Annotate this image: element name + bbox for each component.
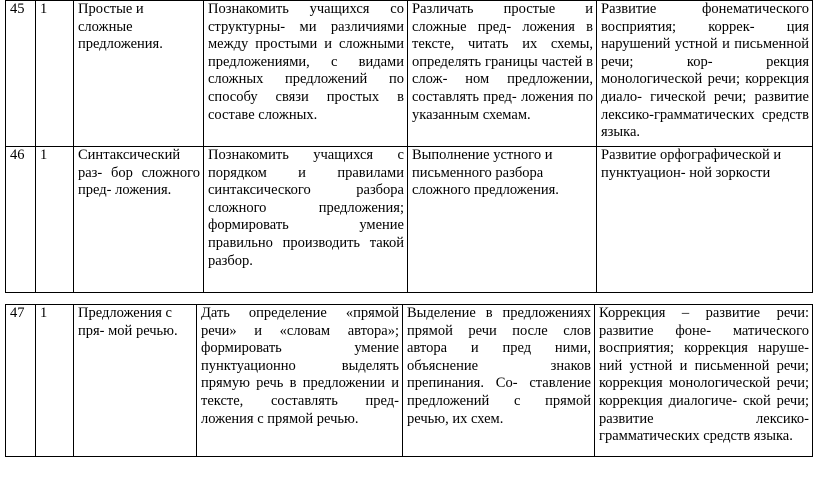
table-row bbox=[6, 1, 813, 147]
correction-work: Развитие фонематического восприятия; коррек- ция нарушений устной и письменной речи; кор- рекция монологической речи; коррекция диало- гической речи; развитие лексико-грамматических средств языка. bbox=[597, 1, 813, 147]
lesson-plan-table-1 bbox=[5, 0, 813, 293]
lesson-topic: Предложения с пря- мой речью. bbox=[74, 305, 197, 457]
lesson-goals: Познакомить учащихся с порядком и правилами синтаксического разбора сложного предложения; формировать умение правильно производить такой разбор. bbox=[204, 147, 408, 293]
lesson-goals: Познакомить учащихся со структурны- ми различиями между простыми и сложными предложениями, с видами сложных предложений по способу связи простых в составе сложных. bbox=[204, 1, 408, 147]
lesson-goals: Дать определение «прямой речи» и «словам автора»; формировать умение пунктуационно выделять прямую речь в предложении и тексте, составлять пред- ложения с прямой речью. bbox=[197, 305, 403, 457]
lesson-number: 45 bbox=[6, 1, 36, 147]
correction-work: Коррекция – развитие речи: развитие фоне- матического восприятия; коррекция наруше- ний устной и письменной речи; коррекция монологической речи; коррекция диалогиче- ской речи; развитие лексико-грамматических средств языка. bbox=[595, 305, 813, 457]
lesson-topic: Синтаксический раз- бор сложного пред- ложения. bbox=[74, 147, 204, 293]
hours-count: 1 bbox=[36, 305, 74, 457]
table-row bbox=[6, 147, 813, 293]
lesson-number: 47 bbox=[6, 305, 36, 457]
hours-count: 1 bbox=[36, 147, 74, 293]
lesson-topic: Простые и сложные предложения. bbox=[74, 1, 204, 147]
hours-count: 1 bbox=[36, 1, 74, 147]
correction-work: Развитие орфографической и пунктуацион- ной зоркости bbox=[597, 147, 813, 293]
student-activities: Выделение в предложениях прямой речи после слов автора и пред ними, объяснение знаков препинания. Со- ставление предложений с прямой речью, их схем. bbox=[403, 305, 595, 457]
lesson-number: 46 bbox=[6, 147, 36, 293]
student-activities: Выполнение устного и письменного разбора сложного предложения. bbox=[408, 147, 597, 293]
table-row bbox=[6, 305, 813, 457]
student-activities: Различать простые и сложные пред- ложения в тексте, читать их схемы, определять границы частей в слож- ном предложении, составлять пред- ложения по указанным схемам. bbox=[408, 1, 597, 147]
lesson-plan-table-2 bbox=[5, 304, 813, 457]
